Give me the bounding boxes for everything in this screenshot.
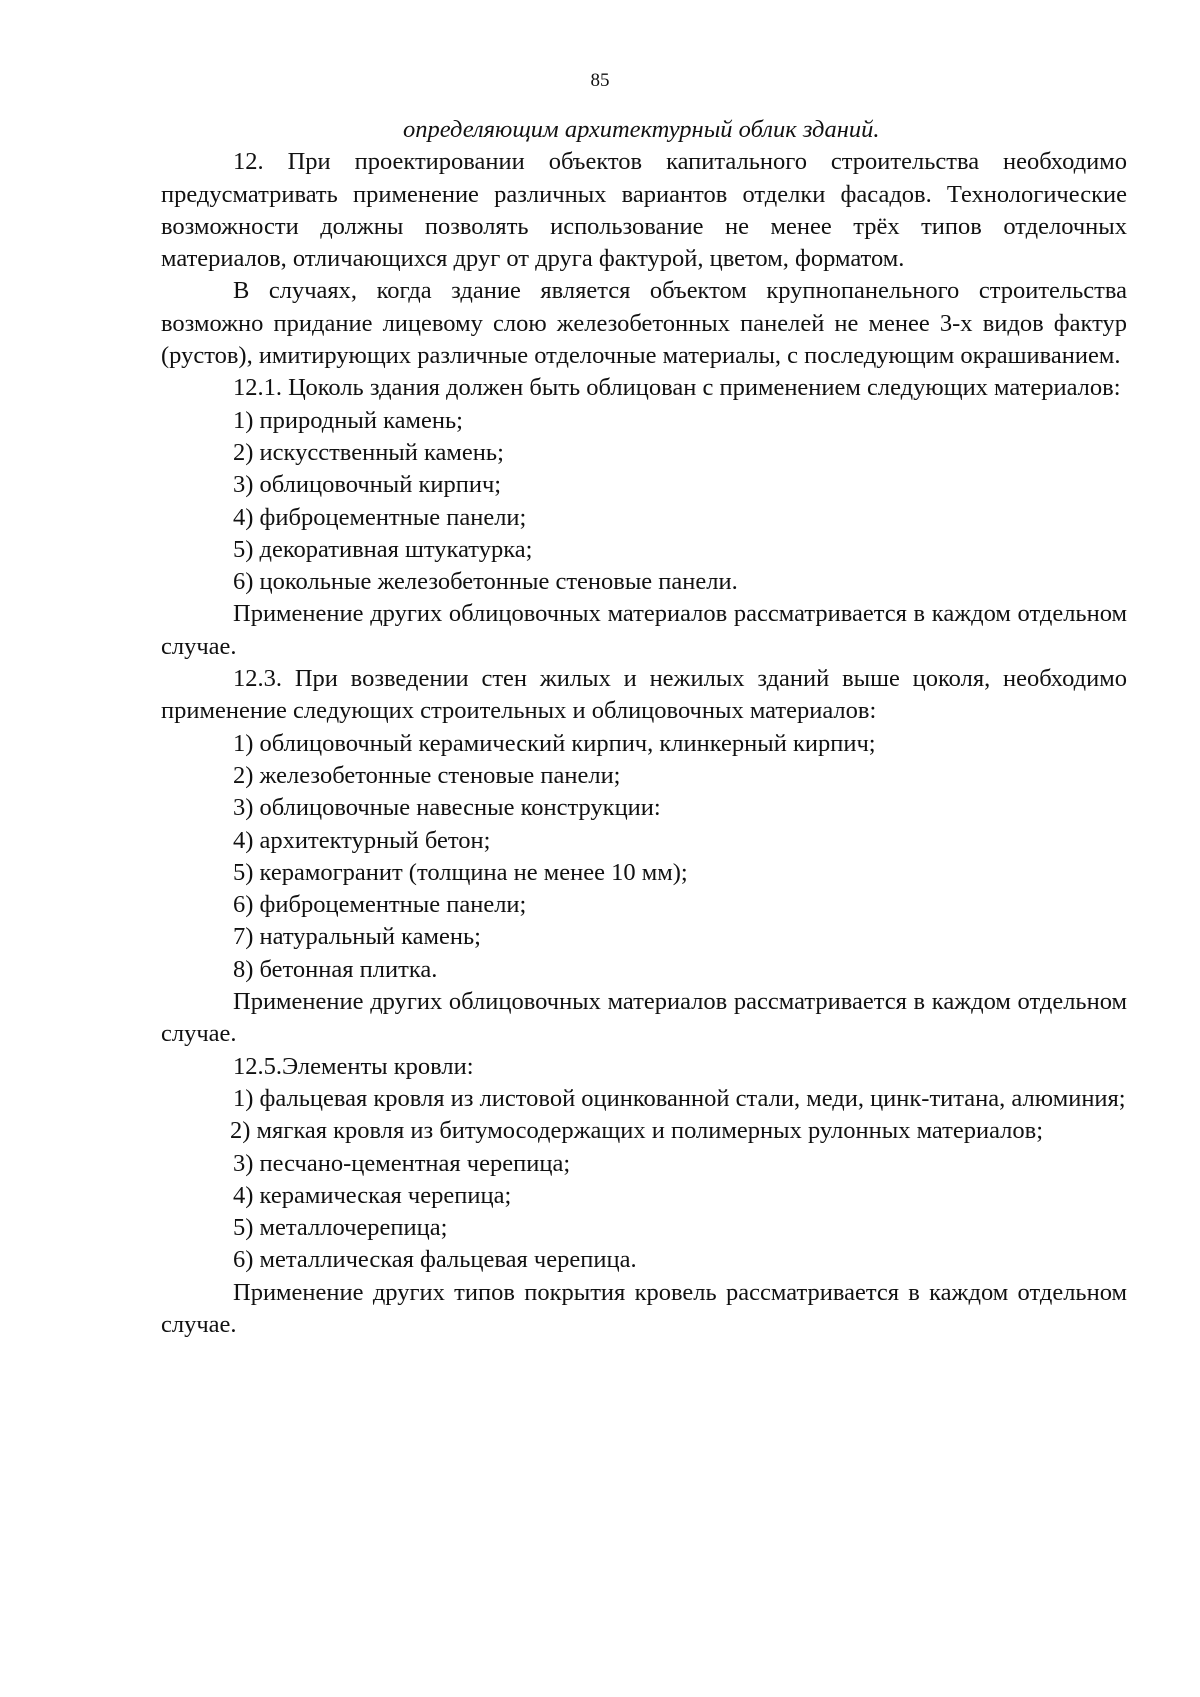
list-item: 4) фиброцементные панели;: [233, 503, 527, 531]
list-item: 2) искусственный камень;: [233, 438, 504, 466]
list-item: 2) мягкая кровля из битумосодержащих и полимерных рулонных материалов;: [230, 1117, 1044, 1145]
page-number: 85: [590, 70, 610, 91]
list-item: 3) облицовочные навесные конструкции:: [233, 794, 661, 822]
list-item: 6) цокольные железобетонные стеновые панели.: [233, 568, 738, 596]
list-item: 3) облицовочный кирпич;: [233, 471, 502, 499]
list-item: 6) металлическая фальцевая черепица.: [233, 1246, 637, 1274]
list-item: 3) песчано-цементная черепица;: [233, 1149, 571, 1177]
continuation-line: определяющим архитектурный облик зданий.: [403, 116, 880, 143]
list-item: 5) декоративная штукатурка;: [233, 535, 533, 563]
paragraph-12-1: 12.1. Цоколь здания должен быть облицован с применением следующих материалов:: [233, 374, 1121, 402]
list-item: 5) керамогранит (толщина не менее 10 мм);: [233, 858, 688, 886]
list-item: 4) керамическая черепица;: [233, 1181, 512, 1209]
list-item: 7) натуральный камень;: [233, 923, 481, 951]
list-item: 5) металлочерепица;: [233, 1214, 448, 1242]
list-item: 1) облицовочный керамический кирпич, клинкерный кирпич;: [233, 729, 876, 757]
paragraph-12-3: 12.3. При возведении стен жилых и нежилых зданий выше цоколя, необходимо применение следующих строительных и облицовочных материалов:: [161, 665, 1127, 725]
wall-other-note: Применение других облицовочных материалов рассматривается в каждом отдельном случае.: [161, 988, 1127, 1048]
list-item: 6) фиброцементные панели;: [233, 891, 527, 919]
list-item: 4) архитектурный бетон;: [233, 826, 491, 854]
list-item: 8) бетонная плитка.: [233, 955, 438, 983]
plinth-other-note: Применение других облицовочных материалов рассматривается в каждом отдельном случае.: [161, 600, 1127, 660]
list-item: 1) фальцевая кровля из листовой оцинкованной стали, меди, цинк-титана, алюминия;: [233, 1084, 1126, 1112]
roof-other-note: Применение других типов покрытия кровель рассматривается в каждом отдельном случае.: [161, 1278, 1127, 1338]
paragraph-12-panels: В случаях, когда здание является объектом крупнопанельного строительства возможно придание лицевому слою железобетонных панелей не менее 3-х видов фактур (рустов), имитирующих различные отделочные материалы, с последующим окрашиванием.: [161, 277, 1127, 370]
paragraph-12: 12. При проектировании объектов капитального строительства необходимо предусматривать применение различных вариантов отделки фасадов. Технологические возможности должны позволять использование не менее трёх типов отделочных материалов, отличающихся друг от друга фактурой, цветом, форматом.: [161, 148, 1127, 273]
list-item: 1) природный камень;: [233, 406, 463, 434]
document-body: [161, 114, 1127, 1341]
paragraph-12-5: 12.5.Элементы кровли:: [233, 1052, 474, 1080]
list-item: 2) железобетонные стеновые панели;: [233, 761, 621, 789]
